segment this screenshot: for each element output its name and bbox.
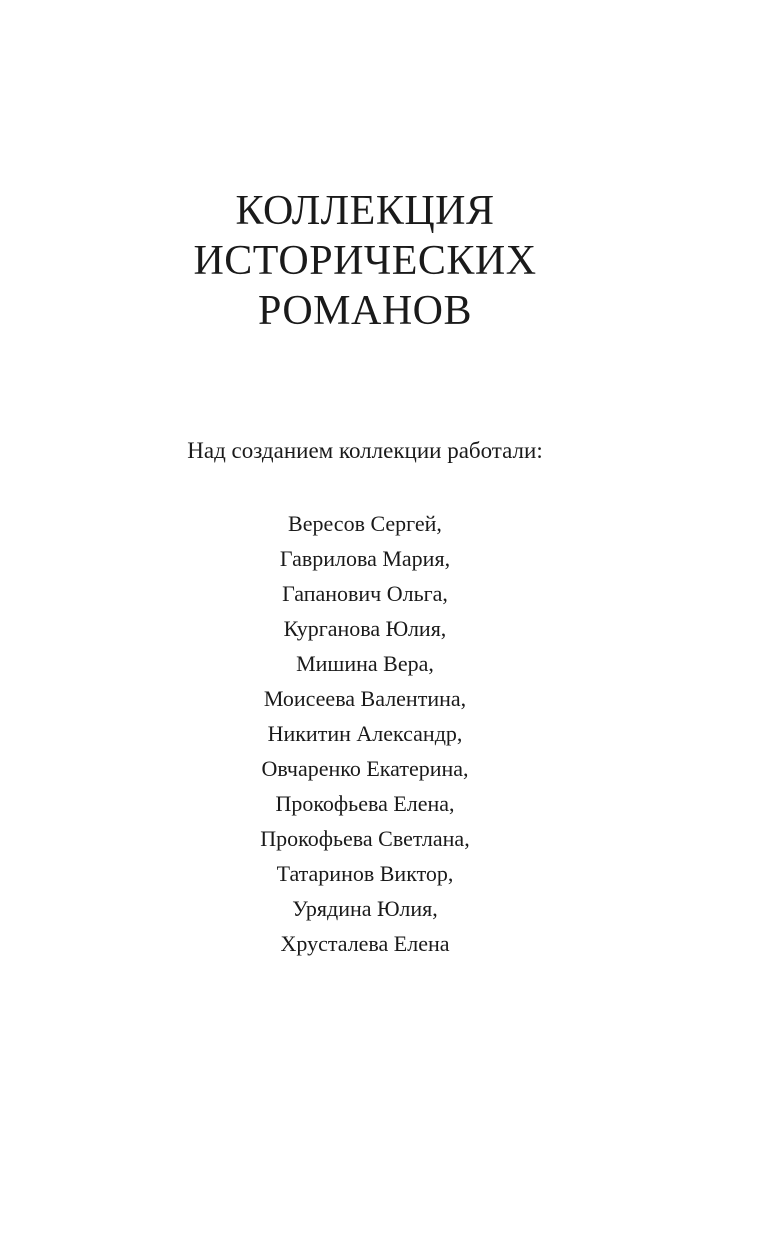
contributor-name: Мишина Вера, xyxy=(296,651,434,676)
contributor-name: Вересов Сергей, xyxy=(288,511,442,536)
contributor-name: Прокофьева Светлана, xyxy=(260,826,470,851)
contributor-name: Никитин Александр, xyxy=(267,721,463,746)
credits-heading: Над созданием коллекции работали: xyxy=(187,438,543,463)
contributor-name: Гапанович Ольга, xyxy=(282,581,448,606)
contributor-name: Хрусталева Елена xyxy=(280,931,450,956)
page-title xyxy=(0,0,730,336)
contributors-list xyxy=(0,506,730,961)
contributor-name: Овчаренко Екатерина, xyxy=(261,756,469,781)
contributor-name: Курганова Юлия, xyxy=(283,616,447,641)
page-title-line-1: КОЛЛЕКЦИЯ xyxy=(235,188,495,234)
contributor-name: Татаринов Виктор, xyxy=(276,861,454,886)
contributor-name: Гаврилова Мария, xyxy=(279,546,451,571)
page-title-line-2: ИСТОРИЧЕСКИХ xyxy=(193,238,537,284)
contributor-name: Урядина Юлия, xyxy=(292,896,438,921)
page-title-line-3: РОМАНОВ xyxy=(257,288,473,334)
contributor-name: Моисеева Валентина, xyxy=(263,686,467,711)
contributor-name: Прокофьева Елена, xyxy=(275,791,455,816)
